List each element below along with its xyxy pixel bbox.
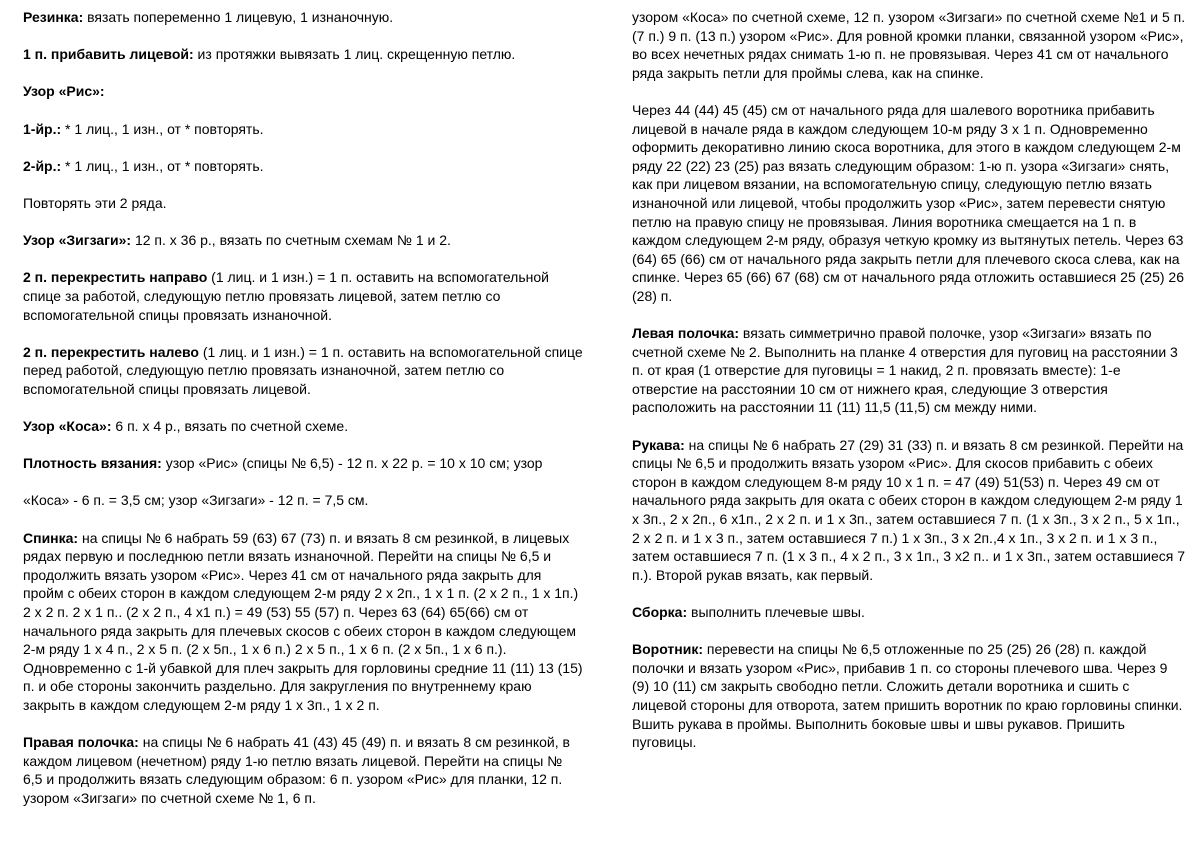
term: Плотность вязания: — [23, 455, 162, 472]
paragraph-shawl-collar — [632, 101, 1187, 306]
text: перевести на спицы № 6,5 отложенные по 25 (25) 26 (28) п. каждой полочки и вязать узором «Рис», прибавив 1 п. со стороны плечевого шва. Через 9 (9) 10 (11) см закрыть свободно петли. Сложить детали воротника и сшить с лицевой стороны для отворота, затем пришить воротник по краю горловины спинки. Вшить рукава в проймы. Выполнить боковые швы и швы рукавов. Пришить пуговицы. — [632, 641, 1183, 751]
text: * 1 лиц., 1 изн., от * повторять. — [61, 157, 264, 174]
term: Резинка: — [23, 9, 84, 25]
text: * 1 лиц., 1 изн., от * повторять. — [61, 120, 264, 137]
paragraph-cable — [23, 417, 583, 436]
text: из протяжки вывязать 1 лиц. скрещенную петлю. — [193, 46, 516, 63]
paragraph-cross-left — [23, 343, 583, 399]
term: Сборка: — [632, 604, 688, 620]
paragraph-increase — [23, 45, 583, 64]
text: 6 п. х 4 р., вязать по счетной схеме. — [111, 418, 349, 435]
right-column — [632, 8, 1187, 770]
paragraph-gauge-cont — [23, 491, 583, 510]
term: 2 п. перекрестить направо — [23, 269, 208, 286]
term: Спинка: — [23, 529, 79, 546]
term: 2 п. перекрестить налево — [23, 343, 199, 360]
paragraph-rice-pattern — [23, 82, 583, 101]
text: (1 лиц. и 1 изн.) = 1 п. оставить на вспомогательной спице за работой, следующую петлю провязать лицевой, затем петлю со вспомогательной спицы провязать изнаночной. — [23, 269, 549, 323]
term: Рукава: — [632, 436, 685, 453]
term: Узор «Рис»: — [23, 83, 105, 100]
paragraph-back — [23, 529, 583, 715]
text: Через 44 (44) 45 (45) см от начального ряда для шалевого воротника прибавить лицевой в начале ряда в каждом следующем 10-м ряду 3 х 1 п. Одновременно оформить декоративно линию скоса воротника, для этого в каждом следующем 2-м ряду 22 (22) 23 (25) раз вязать следующим образом: 1-ю п. узора «Зигзаги» снять, как при лицевом вязании, на вспомогательную спицу, следующую петлю вязать изнаночной или лицевой, чтобы продолжить узор «Рис», затем перевести снятую петлю на правую спицу не провязывая. Линия воротника смещается на 1 п. в каждом следующем 2-м ряду, образуя четкую кромку из вытянутых петель. Через 63 (64) 65 (66) см от начального ряда закрыть петли для плечевого скоса слева, как на спинке. Через 65 (66) 67 (68) см от начального ряда отложить оставшиеся 25 (25) 26 (28) п. — [632, 101, 1184, 304]
left-column — [23, 8, 583, 826]
paragraph-cross-right — [23, 268, 583, 324]
term: Узор «Коса»: — [23, 418, 112, 435]
text: узор «Рис» (спицы № 6,5) - 12 п. х 22 р. = 10 х 10 см; узор — [161, 455, 543, 472]
text: 12 п. х 36 р., вязать по счетным схемам № 1 и 2. — [131, 232, 451, 249]
text: «Коса» - 6 п. = 3,5 см; узор «Зигзаги» - 12 п. = 7,5 см. — [23, 492, 369, 509]
text: на спицы № 6 набрать 59 (63) 67 (73) п. и вязать 8 см резинкой, в лицевых рядах первую и последнюю петли вязать изнаночной. Перейти на спицы № 6,5 и продолжить вязать узором «Рис». Через 41 см от начального ряда закрыть для пройм с обеих сторон в каждом следующем 2-м ряду 2 х 2п., 1 х 1 п. (2 х 2 п., 1 х 1п.) 2 х 2 п. 2 х 1 п.. (2 х 2 п., 4 х1 п.) = 49 (53) 55 (57) п. Через 63 (64) 65(66) см от начального ряда закрыть для плечевых скосов с обеих сторон в каждом следующем 2-м ряду 1 х 4 п., 2 х 5 п. (2 х 5п., 1 х 6 п.) 2 х 5 п., 1 х 6 п. (2 х 5п., 1 х 6 п.). Одновременно с 1-й убавкой для плеч закрыть для горловины средние 11 (11) 13 (15) п. и обе стороны закончить раздельно. Для закругления по внутреннему краю закрыть в каждом следующем 2-м ряду 1 х 3п., 1 х 2 п. — [23, 529, 583, 713]
text: вязать попеременно 1 лицевую, 1 изнаночную. — [83, 9, 394, 25]
paragraph-right-front — [23, 733, 583, 807]
text: (1 лиц. и 1 изн.) = 1 п. оставить на вспомогательной спице перед работой, следующую петлю провязать изнаночной, затем петлю со вспомогательной спицы провязать лицевой. — [23, 343, 583, 397]
paragraph-right-front-cont — [632, 8, 1187, 82]
paragraph-gauge — [23, 454, 583, 473]
paragraph-zigzag — [23, 231, 583, 250]
paragraph-sleeves — [632, 436, 1187, 585]
paragraph-assembly — [632, 603, 1187, 622]
term: 1-йр.: — [23, 120, 62, 137]
text: Повторять эти 2 ряда. — [23, 194, 167, 211]
term: Левая полочка: — [632, 325, 740, 342]
paragraph-row-1 — [23, 120, 583, 139]
paragraph-collar — [632, 640, 1187, 752]
text: выполнить плечевые швы. — [687, 604, 865, 620]
term: Узор «Зигзаги»: — [23, 232, 132, 249]
term: Воротник: — [632, 641, 704, 658]
term: 1 п. прибавить лицевой: — [23, 46, 194, 63]
paragraph-repeat — [23, 194, 583, 213]
paragraph-row-2 — [23, 157, 583, 176]
paragraph-rib — [23, 8, 583, 27]
term: 2-йр.: — [23, 157, 62, 174]
text: на спицы № 6 набрать 41 (43) 45 (49) п. и вязать 8 см резинкой, в каждом лицевом (нечетном) ряду 1-ю петлю вязать лицевой. Перейти на спицы № 6,5 и продолжить вязать следующим образом: 6 п. узором «Рис» для планки, 12 п. узором «Зигзаги» по счетной схеме № 1, 6 п. — [23, 734, 570, 806]
paragraph-left-front — [632, 324, 1187, 417]
text: узором «Коса» по счетной схеме, 12 п. узором «Зигзаги» по счетной схеме №1 и 5 п. (7 п.) 9 п. (13 п.) узором «Рис». Для ровной кромки планки, связанной узором «Рис», во всех нечетных рядах снимать 1-ю п. не провязывая. Через 41 см от начального ряда закрыть петли для проймы слева, как на спинке. — [632, 9, 1186, 81]
term: Правая полочка: — [23, 734, 139, 751]
text: на спицы № 6 набрать 27 (29) 31 (33) п. и вязать 8 см резинкой. Перейти на спицы № 6,5 и продолжить вязать узором «Рис». Для скосов прибавить с обеих сторон в каждом следующем 8-м ряду 10 х 1 п. = 47 (49) 51(53) п. Через 49 см от начального ряда закрыть для оката с обеих сторон в каждом следующем 2-м ряду 1 х 3п., 2 х 2п., 6 х1п., 2 х 2 п. и 1 х 3п., затем оставшиеся 7 п. (1 х 3п., 3 х 2 п., 5 х 1п., 2 х 2 п. и 1 х 3 п., затем оставшиеся 7 п.) 1 х 3п., 3 х 2п.,4 х 1п., 3 х 2 п. и 1 х 3 п., затем оставшиеся 7 п. (1 х 3 п., 4 х 2 п., 3 х 1п., 3 х2 п.. и 1 х 3п., затем оставшиеся 7 п.). Второй рукав вязать, как первый. — [632, 436, 1186, 583]
text: вязать симметрично правой полочке, узор «Зигзаги» вязать по счетной схеме № 2. Выполнить на планке 4 отверстия для пуговиц на расстоянии 3 п. от края (1 отверстие для пуговицы = 1 накид, 2 п. провязать вместе): 1-е отверстие на расстоянии 10 см от нижнего края, следующие 3 отверстия расположить на расстоянии 11 (11) 11,5 (11,5) см между ними. — [632, 325, 1178, 416]
